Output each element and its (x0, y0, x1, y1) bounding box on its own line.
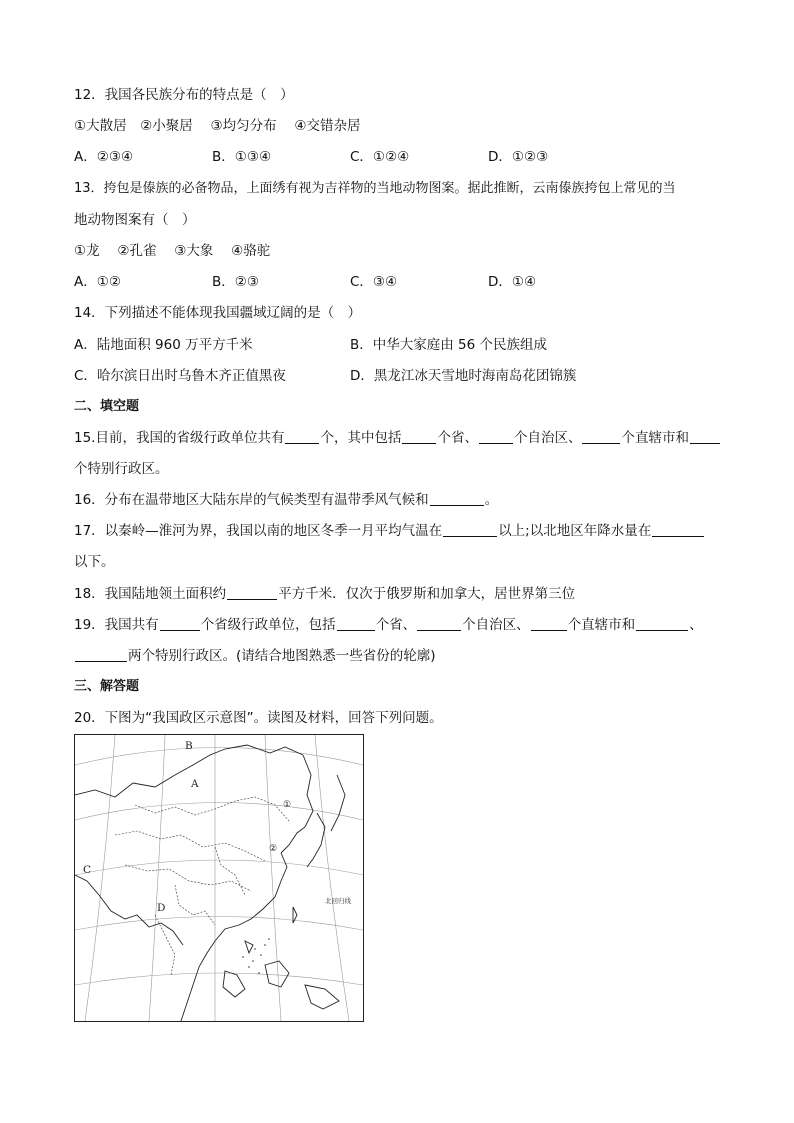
q15-blank-autonomous[interactable] (479, 429, 513, 444)
map-svg (75, 735, 363, 1021)
q15-text-2: 个，其中包括 (320, 430, 402, 446)
q12-option-b[interactable]: B．①③④ (212, 149, 272, 165)
map-label-c: C (83, 864, 92, 876)
map-label-1: ① (283, 800, 292, 810)
q12-stem: 12．我国各民族分布的特点是（ ） (74, 87, 294, 103)
q16-text-1: 16．分布在温带地区大陆东岸的气候类型有温带季风气候和 (74, 492, 429, 508)
q15-blank-total[interactable] (285, 429, 319, 444)
q15-text-1: 15.目前，我国的省级行政单位共有 (74, 430, 285, 446)
q16-blank-climate[interactable] (430, 491, 484, 506)
q17-blank-temperature[interactable] (443, 522, 497, 537)
q16-line (74, 491, 498, 509)
q16-text-2: 。 (484, 492, 499, 508)
q19-text-3: 个省、 (375, 617, 417, 633)
q19-text-7: 两个特别行政区。(请结合地图熟悉一些省份的轮廓) (128, 648, 436, 664)
q14-option-c[interactable]: C．哈尔滨日出时乌鲁木齐正值黑夜 (74, 368, 286, 384)
q13-stem-line1: 13．挎包是傣族的必备物品，上面绣有视为吉祥物的当地动物图案。据此推断，云南傣族挎包上常见的当 (74, 181, 676, 196)
q14-option-a[interactable]: A．陆地面积 960 万平方千米 (74, 337, 253, 353)
q13-option-a[interactable]: A．①② (74, 274, 121, 290)
q12-option-a[interactable]: A．②③④ (74, 149, 134, 165)
section-fill-in-heading: 二、填空题 (74, 399, 140, 414)
q14-option-d[interactable]: D．黑龙江冰天雪地时海南岛花团锦簇 (350, 368, 577, 384)
q15-blank-municipalities[interactable] (582, 429, 620, 444)
q17-text-2: 以上;以北地区年降水量在 (498, 523, 652, 539)
q18-text-1: 18．我国陆地领土面积约 (74, 586, 227, 602)
section-answer-heading: 三、解答题 (74, 679, 140, 694)
map-tropic-label: 北回归线 (325, 897, 351, 905)
map-label-d: D (157, 902, 166, 914)
q12-option-d[interactable]: D．①②③ (488, 149, 549, 165)
q19-text-2: 个省级行政单位，包括 (200, 617, 336, 633)
q17-text-1: 17．以秦岭—淮河为界，我国以南的地区冬季一月平均气温在 (74, 523, 443, 539)
map-label-b: B (185, 740, 193, 752)
q19-blank-total[interactable] (160, 616, 200, 631)
q13-option-b[interactable]: B．②③ (212, 274, 259, 290)
q15-line2: 个特别行政区。 (74, 461, 169, 477)
q12-items: ①大散居 ②小聚居 ③均匀分布 ④交错杂居 (74, 118, 361, 134)
map-label-2: ② (269, 844, 278, 854)
q17-line1 (74, 522, 705, 540)
q19-blank-municipalities[interactable] (531, 616, 567, 631)
q15-text-5: 个直辖市和 (621, 430, 689, 446)
q19-text-6: 、 (689, 617, 703, 633)
q14-stem: 14．下列描述不能体现我国疆域辽阔的是（ ） (74, 305, 362, 321)
map-borders (115, 797, 292, 975)
q19-line2 (74, 647, 436, 665)
china-political-map (74, 734, 364, 1022)
q15-text-3: 个省、 (437, 430, 478, 446)
map-label-a: A (191, 778, 199, 790)
q17-line2: 以下。 (74, 554, 115, 570)
q19-blank-provinces[interactable] (337, 616, 375, 631)
q19-blank-autonomous[interactable] (417, 616, 461, 631)
q13-stem-line2: 地动物图案有（ ） (74, 212, 196, 228)
q13-option-c[interactable]: C．③④ (350, 274, 398, 290)
q14-option-b[interactable]: B．中华大家庭由 56 个民族组成 (350, 337, 548, 353)
q19-line1 (74, 616, 703, 634)
map-coastlines (75, 745, 345, 1021)
q15-line1 (74, 429, 721, 447)
q18-blank-area[interactable] (227, 585, 277, 600)
q18-text-2: 平方千米．仅次于俄罗斯和加拿大，居世界第三位 (278, 586, 576, 602)
q19-text-5: 个直辖市和 (567, 617, 636, 633)
q19-text-4: 个自治区、 (462, 617, 530, 633)
q17-blank-precipitation[interactable] (652, 522, 704, 537)
q19-blank-sar-2[interactable] (75, 647, 127, 662)
q15-text-4: 个自治区、 (513, 430, 582, 446)
q19-text-1: 19．我国共有 (74, 617, 159, 633)
map-graticule (75, 735, 363, 1021)
q13-option-d[interactable]: D．①④ (488, 274, 537, 290)
q12-option-c[interactable]: C．①②④ (350, 149, 410, 165)
q15-blank-sar[interactable] (690, 429, 720, 444)
q19-blank-sar-1[interactable] (636, 616, 688, 631)
q13-items: ①龙 ②孔雀 ③大象 ④骆驼 (74, 243, 271, 259)
q15-blank-provinces[interactable] (402, 429, 436, 444)
q18-line (74, 585, 575, 603)
q20-stem: 20．下图为“我国政区示意图”。读图及材料，回答下列问题。 (74, 710, 443, 726)
